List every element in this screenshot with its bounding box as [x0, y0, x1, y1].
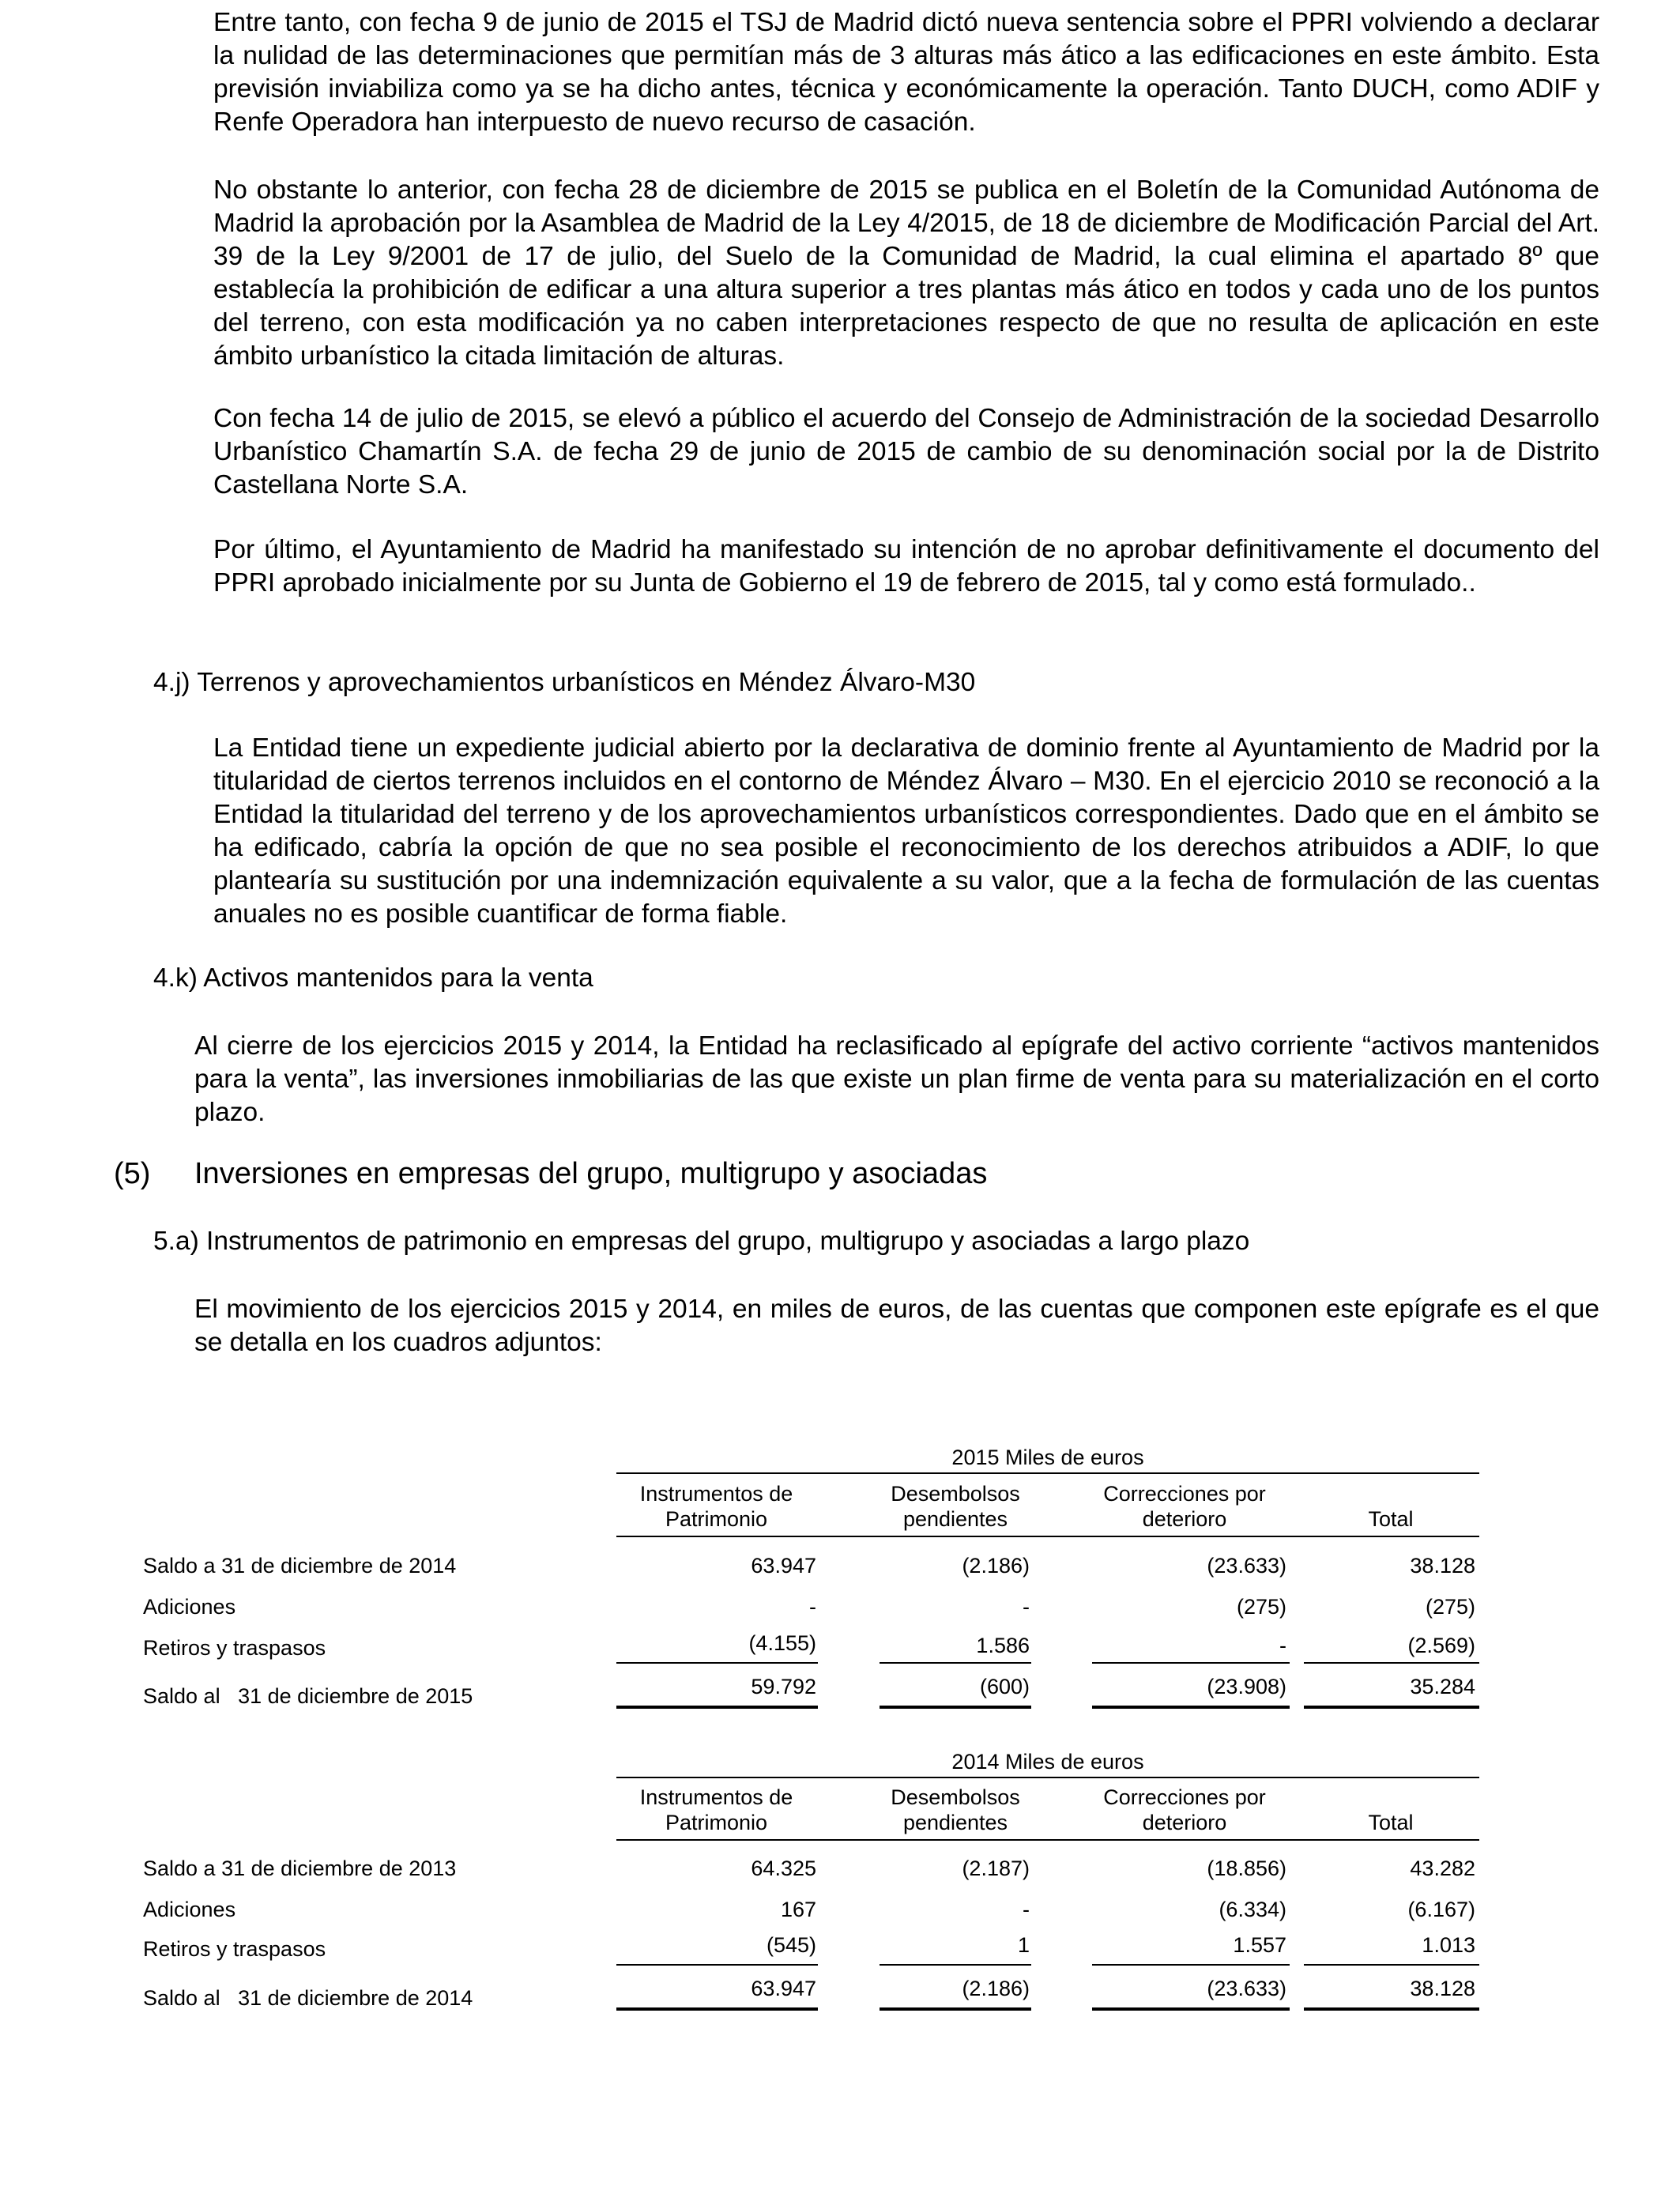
table-cell: 63.947	[751, 1977, 816, 2000]
table-cell: (2.187)	[962, 1857, 1030, 1880]
table-header-bottom-rule	[616, 1536, 1479, 1537]
column-header-correcciones	[1087, 1481, 1282, 1532]
column-header-desembolsos	[864, 1785, 1046, 1835]
column-header-line: deterioro	[1142, 1507, 1227, 1531]
column-header-correcciones	[1087, 1785, 1282, 1835]
subtotal-rule	[1304, 1662, 1479, 1664]
column-header-line: Desembolsos	[891, 1785, 1020, 1809]
column-header-line: Desembolsos	[891, 1482, 1020, 1506]
column-header-line: Instrumentos de	[639, 1785, 793, 1809]
heading-4k: 4.k) Activos mantenidos para la venta	[153, 963, 593, 993]
table-cell: 167	[780, 1898, 816, 1921]
column-header-line: Correcciones por	[1103, 1482, 1266, 1506]
table-cell: (23.633)	[1207, 1554, 1286, 1578]
total-double-rule	[880, 1706, 1031, 1709]
column-header-line: Correcciones por	[1103, 1785, 1266, 1809]
table-header-bottom-rule	[616, 1839, 1479, 1841]
column-header-desembolsos	[864, 1481, 1046, 1532]
subtotal-rule	[1092, 1662, 1290, 1664]
table-title: 2014 Miles de euros	[951, 1750, 1144, 1774]
row-label: Saldo al 31 de diciembre de 2014	[143, 1986, 473, 2010]
row-label: Retiros y traspasos	[143, 1636, 326, 1660]
row-label: Saldo a 31 de diciembre de 2014	[143, 1554, 457, 1578]
subtotal-rule	[616, 1662, 818, 1664]
table-cell: 1.586	[976, 1634, 1030, 1657]
column-header-line: deterioro	[1142, 1811, 1227, 1834]
paragraph-tsj-sentencia: Entre tanto, con fecha 9 de junio de 2015 el TSJ de Madrid dictó nueva sentencia sobre el PPRI volviendo a declarar la nulidad de las determinaciones que permitían más de 3 alturas más ático a las edificaciones en este ámbito. Esta previsión inviabiliza como ya se ha dicho antes, técnica y económicamente la operación. Tanto DUCH, como ADIF y Renfe Operadora han interpuesto de nuevo recurso de casación.	[213, 8, 1599, 137]
table-cell: (6.334)	[1219, 1898, 1286, 1921]
paragraph-ley-4-2015: No obstante lo anterior, con fecha 28 de diciembre de 2015 se publica en el Boletín de la Comunidad Autónoma de Madrid la aprobación por la Asamblea de Madrid de la Ley 4/2015, de 18 de diciembre de Modificación Parcial del Art. 39 de la Ley 9/2001 de 17 de julio, del Suelo de la Comunidad de Madrid, la cual elimina el apartado 8º que establecía la prohibición de edificar a una altura superior a tres plantas más ático en todos y cada uno de los puntos del terreno, con esta modificación ya no caben interpretaciones respecto de que no resulta de aplicación en este ámbito urbanístico la citada limitación de alturas.	[213, 175, 1599, 371]
column-header-line: Patrimonio	[665, 1811, 768, 1834]
table-cell: 1.557	[1233, 1933, 1286, 1957]
table-header-rule	[616, 1472, 1479, 1474]
column-header-total: Total	[1368, 1507, 1414, 1531]
table-cell: 63.947	[751, 1554, 816, 1578]
table-cell: 64.325	[751, 1857, 816, 1880]
table-cell: 1.013	[1422, 1933, 1475, 1957]
table-cell: (23.908)	[1207, 1675, 1286, 1698]
table-title: 2015 Miles de euros	[951, 1446, 1144, 1469]
subtotal-rule	[880, 1964, 1031, 1966]
table-cell: 35.284	[1410, 1675, 1475, 1698]
column-header-line: pendientes	[902, 1811, 1008, 1834]
table-cell: (2.186)	[962, 1554, 1030, 1578]
total-double-rule	[880, 2007, 1031, 2011]
row-label: Adiciones	[143, 1898, 236, 1921]
table-cell: (600)	[979, 1675, 1030, 1698]
subtotal-rule	[616, 1964, 818, 1966]
column-header-instrumentos	[616, 1785, 816, 1835]
total-double-rule	[1304, 1706, 1479, 1709]
table-cell: -	[1023, 1595, 1030, 1619]
row-label: Saldo a 31 de diciembre de 2013	[143, 1857, 457, 1880]
total-double-rule	[1092, 1706, 1290, 1709]
paragraph-ayuntamiento-ppri: Por último, el Ayuntamiento de Madrid ha manifestado su intención de no aprobar definitivamente el documento del PPRI aprobado inicialmente por su Junta de Gobierno el 19 de febrero de 2015, tal y como está formulado..	[213, 535, 1599, 598]
table-header-rule	[616, 1777, 1479, 1778]
table-cell: (2.186)	[962, 1977, 1030, 2000]
total-double-rule	[616, 1706, 818, 1709]
table-cell: -	[809, 1595, 816, 1619]
table-cell: 1	[1017, 1933, 1030, 1957]
row-label: Retiros y traspasos	[143, 1937, 326, 1961]
table-cell: (18.856)	[1207, 1857, 1286, 1880]
paragraph-cambio-denominacion: Con fecha 14 de julio de 2015, se elevó a público el acuerdo del Consejo de Administración de la sociedad Desarrollo Urbanístico Chamartín S.A. de fecha 29 de junio de 2015 de cambio de su denominación social por la de Distrito Castellana Norte S.A.	[213, 404, 1599, 499]
table-cell: (275)	[1425, 1595, 1475, 1619]
subtotal-rule	[880, 1662, 1031, 1664]
paragraph-movimiento: El movimiento de los ejercicios 2015 y 2014, en miles de euros, de las cuentas que componen este epígrafe es el que se detalla en los cuadros adjuntos:	[194, 1295, 1599, 1357]
column-header-line: Patrimonio	[665, 1507, 768, 1531]
column-header-line: pendientes	[902, 1507, 1008, 1531]
column-header-line: Instrumentos de	[639, 1482, 793, 1506]
table-cell: (275)	[1236, 1595, 1286, 1619]
subtotal-rule	[1304, 1964, 1479, 1966]
table-cell: -	[1023, 1898, 1030, 1921]
table-cell: 38.128	[1410, 1554, 1475, 1578]
paragraph-mendez-alvaro: La Entidad tiene un expediente judicial abierto por la declarativa de dominio frente al Ayuntamiento de Madrid por la titularidad de ciertos terrenos incluidos en el contorno de Méndez Álvaro – M30. En el ejercicio 2010 se reconoció a la Entidad la titularidad del terreno y de los aprovechamientos urbanísticos correspondientes. Dado que en el ámbito se ha edificado, cabría la opción de que no sea posible el reconocimiento de los derechos atribuidos a ADIF, lo que plantearía su sustitución por una indemnización equivalente a su valor, que a la fecha de formulación de las cuentas anuales no es posible cuantificar de forma fiable.	[213, 733, 1599, 929]
table-cell: (545)	[766, 1933, 816, 1957]
table-cell: -	[1279, 1634, 1286, 1657]
total-double-rule	[1304, 2007, 1479, 2011]
section-number: (5)	[114, 1157, 151, 1190]
table-cell: 43.282	[1410, 1857, 1475, 1880]
heading-4j: 4.j) Terrenos y aprovechamientos urbanísticos en Méndez Álvaro-M30	[153, 668, 976, 697]
section-heading-5	[114, 1155, 987, 1192]
table-cell: (6.167)	[1407, 1898, 1475, 1921]
column-header-total: Total	[1368, 1811, 1414, 1834]
paragraph-activos-venta: Al cierre de los ejercicios 2015 y 2014, la Entidad ha reclasificado al epígrafe del activo corriente “activos mantenidos para la venta”, las inversiones inmobiliarias de las que existe un plan firme de venta para su materialización en el corto plazo.	[194, 1031, 1599, 1127]
total-double-rule	[616, 2007, 818, 2011]
total-double-rule	[1092, 2007, 1290, 2011]
table-cell: 59.792	[751, 1675, 816, 1698]
row-label: Adiciones	[143, 1595, 236, 1619]
column-header-instrumentos	[616, 1481, 816, 1532]
table-cell: (23.633)	[1207, 1977, 1286, 2000]
subtotal-rule	[1092, 1964, 1290, 1966]
table-cell: (4.155)	[748, 1631, 816, 1655]
row-label: Saldo al 31 de diciembre de 2015	[143, 1684, 473, 1708]
table-cell: (2.569)	[1407, 1634, 1475, 1657]
table-cell: 38.128	[1410, 1977, 1475, 2000]
section-title: Inversiones en empresas del grupo, multigrupo y asociadas	[194, 1157, 988, 1190]
heading-5a: 5.a) Instrumentos de patrimonio en empresas del grupo, multigrupo y asociadas a largo plazo	[153, 1227, 1250, 1256]
